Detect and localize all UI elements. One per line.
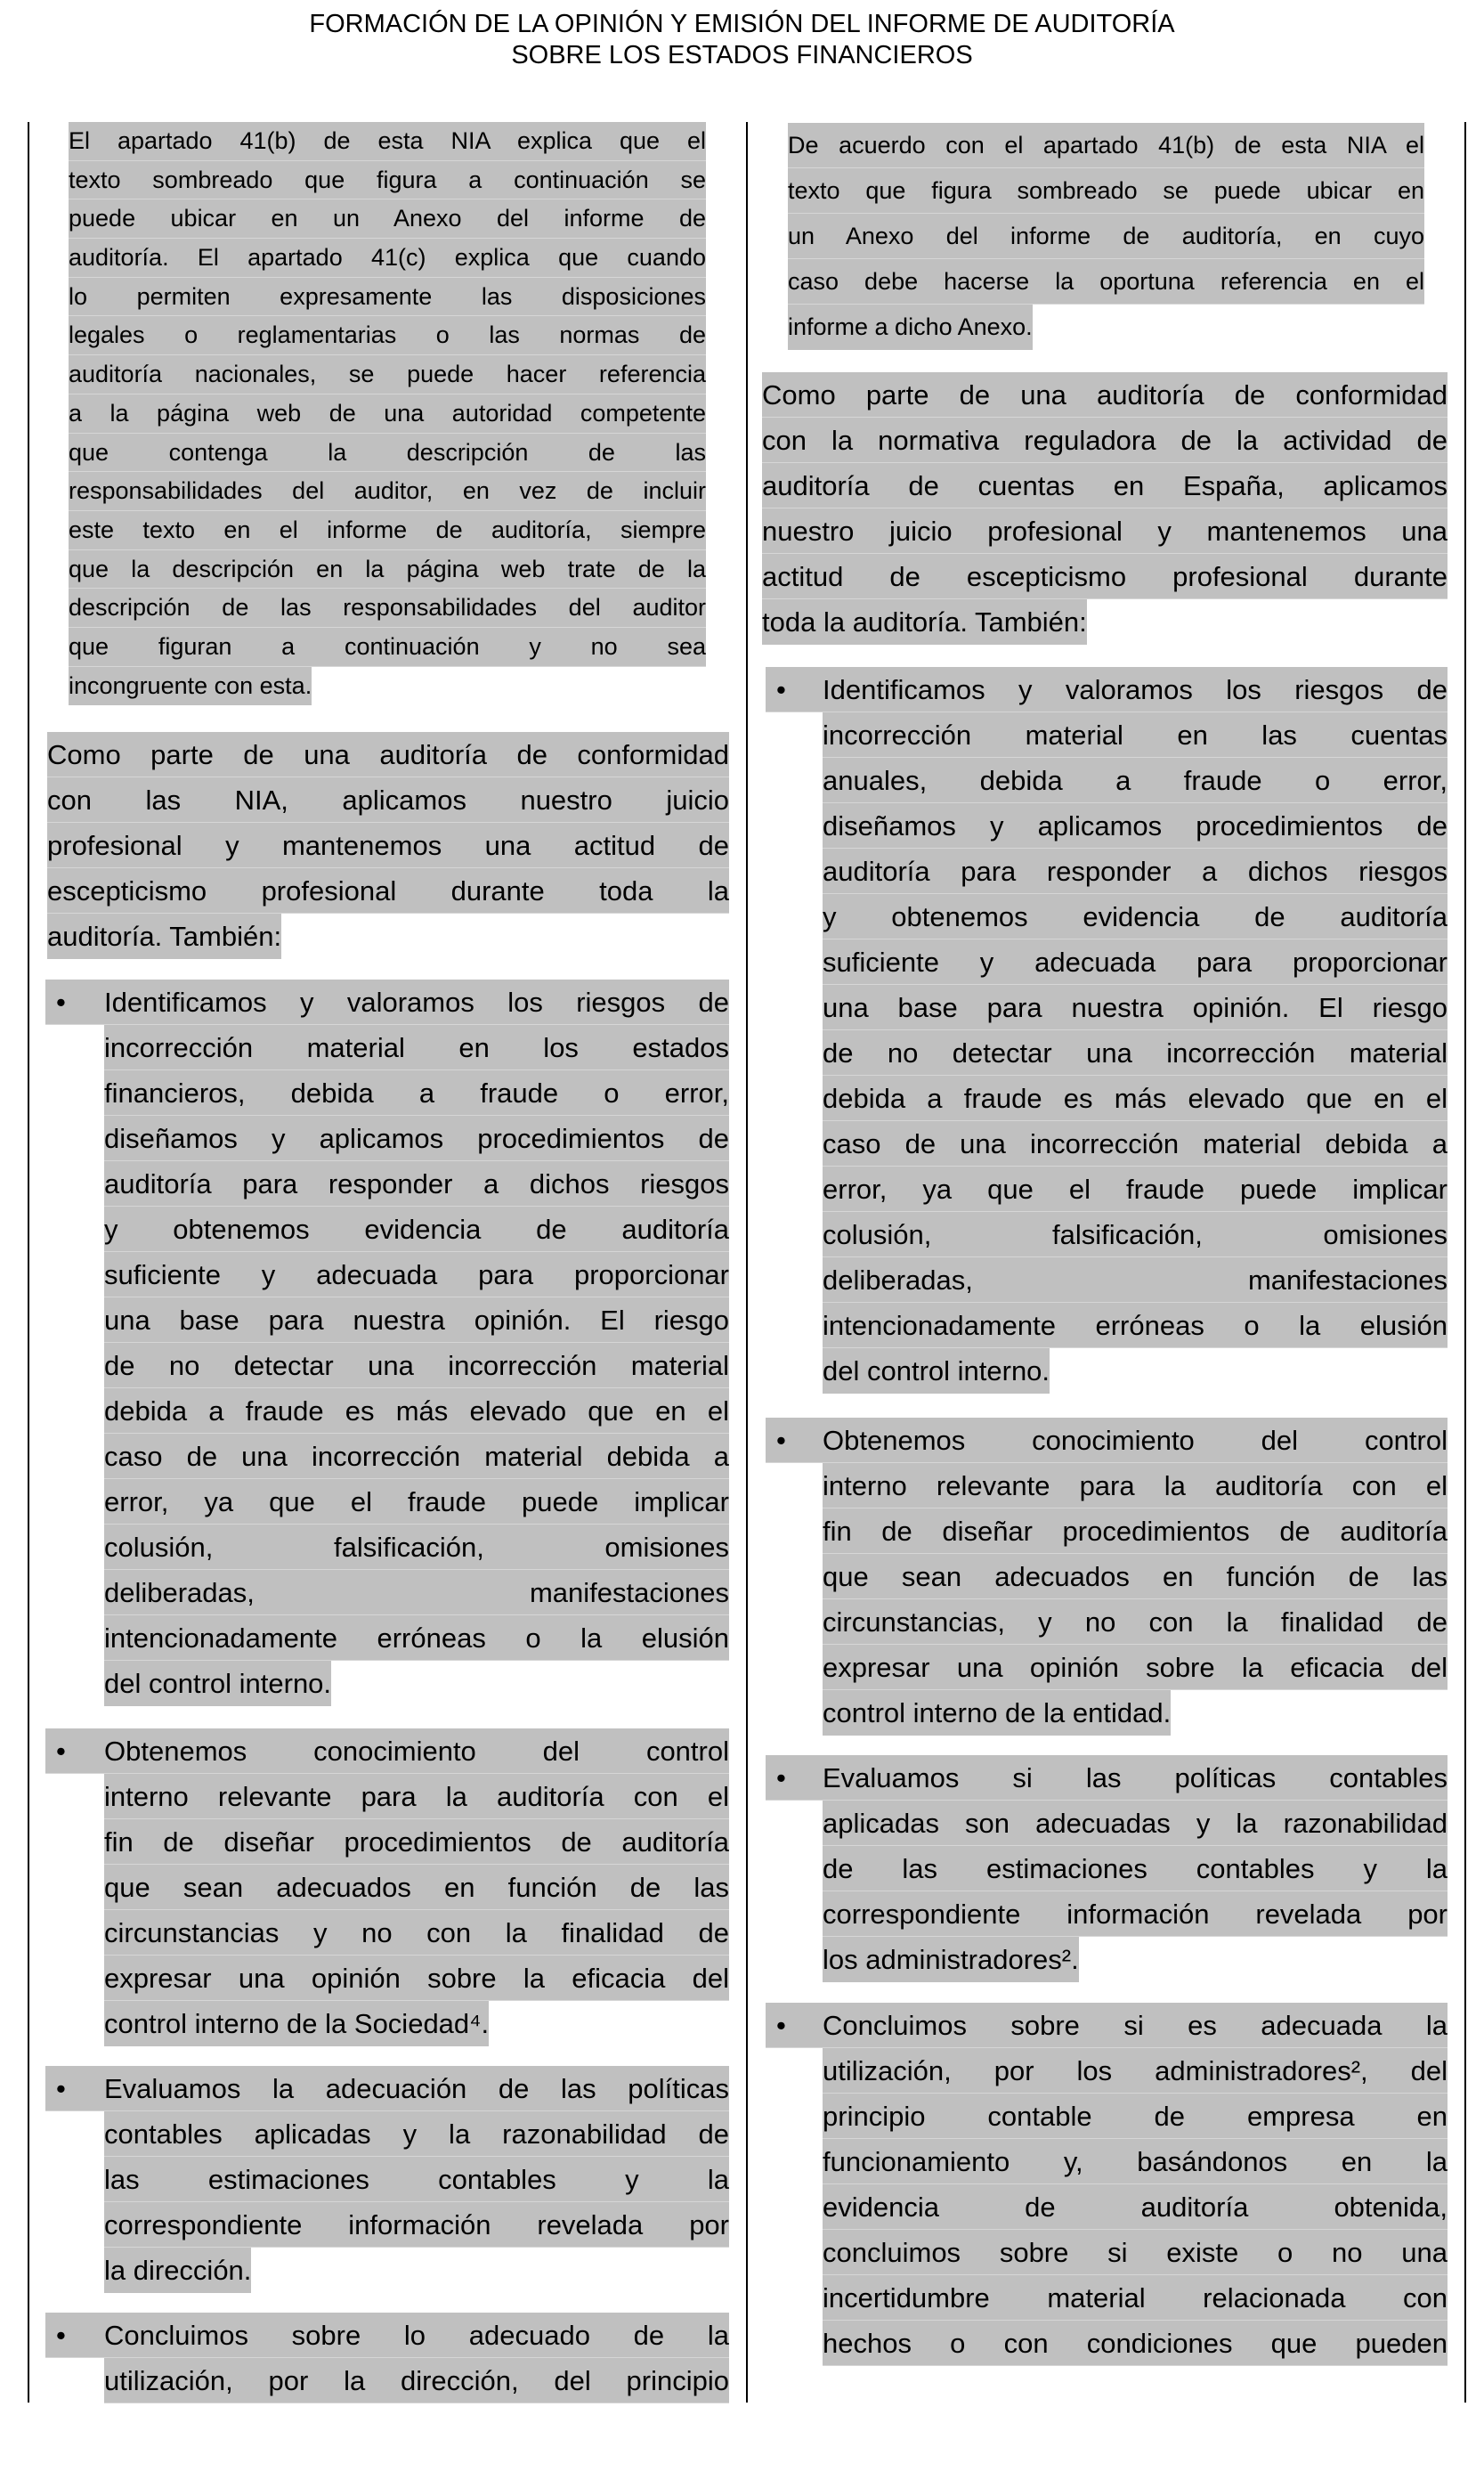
text-line: este texto en el informe de auditoría, siempre (69, 516, 706, 543)
text-line: deliberadas, manifestaciones (823, 1264, 1448, 1296)
text-line: lo permiten expresamente las disposiciones (69, 282, 706, 310)
line (104, 1865, 729, 1910)
text-line: Como parte de una auditoría de conformidad (47, 739, 729, 770)
text-line: la dirección. (104, 2255, 252, 2286)
line (104, 2358, 729, 2403)
text-line: hechos o con condiciones que pueden (823, 2328, 1448, 2359)
text-line: financieros, debida a fraude o error, (104, 1077, 729, 1109)
text-line: diseñamos y aplicamos procedimientos de (104, 1123, 729, 1154)
line (104, 1910, 729, 1956)
text-line: evidencia de auditoría obtenida, (823, 2191, 1448, 2223)
text-line: correspondiente información revelada por (823, 1899, 1448, 1930)
bullet-item (766, 667, 1448, 1394)
text-line: que sean adecuados en función de las (823, 1561, 1448, 1592)
line (823, 1167, 1448, 1212)
line (104, 1388, 729, 1434)
bullet-item (45, 980, 729, 1706)
line (823, 803, 1448, 849)
line (823, 1891, 1448, 1937)
text-line: utilización, por la dirección, del principio (104, 2365, 729, 2396)
line (823, 1937, 1079, 1982)
line (823, 1076, 1448, 1121)
text-line: circunstancias y no con la finalidad de (104, 1917, 729, 1948)
text-line: y obtenemos evidencia de auditoría (823, 901, 1448, 932)
line (104, 1207, 729, 1252)
text-line: deliberadas, manifestaciones (104, 1577, 729, 1608)
text-line: las estimaciones contables y la (104, 2164, 729, 2195)
line (69, 199, 706, 239)
line (69, 472, 706, 511)
line (47, 732, 729, 777)
text-line: descripción de las responsabilidades del auditor (69, 594, 706, 622)
page-title-line-2: SOBRE LOS ESTADOS FINANCIEROS (511, 41, 973, 69)
bullet-item (766, 1755, 1448, 1982)
text-line: diseñamos y aplicamos procedimientos de (823, 810, 1448, 842)
line (823, 2184, 1448, 2230)
line (69, 278, 706, 317)
text-line: colusión, falsificación, omisiones (104, 1532, 729, 1563)
line (823, 1599, 1448, 1645)
line (69, 161, 706, 200)
line (69, 122, 706, 161)
line (47, 777, 729, 823)
line (762, 463, 1448, 508)
line (104, 2202, 729, 2248)
line (69, 239, 706, 278)
line (104, 1161, 729, 1207)
text-line: De acuerdo con el apartado 41(b) de esta NIA el (788, 132, 1424, 159)
line (823, 2321, 1448, 2366)
text-line: que contenga la descripción de las (69, 438, 706, 466)
text-line: escepticismo profesional durante toda la (47, 875, 729, 907)
line (823, 1303, 1448, 1348)
line (823, 2048, 1448, 2094)
text-line: responsabilidades del auditor, en vez de incluir (69, 477, 706, 505)
line (788, 259, 1424, 305)
text-line: nuestro juicio profesional y mantenemos una (762, 516, 1448, 547)
text-line: contables aplicadas y la razonabilidad de (104, 2118, 729, 2150)
line (104, 1774, 729, 1819)
line (788, 168, 1424, 214)
bullet-icon: • (776, 2010, 786, 2041)
shaded-note (69, 122, 706, 705)
text-line: intencionadamente erróneas o la elusión (823, 1310, 1448, 1341)
text-line: error, ya que el fraude puede implicar (823, 1174, 1448, 1205)
text-line: con las NIA, aplicamos nuestro juicio (47, 785, 729, 816)
bullet-icon: • (56, 1736, 66, 1767)
text-line: Concluimos sobre si es adecuada la (823, 2010, 1448, 2041)
line (45, 980, 729, 1025)
text-line: principio contable de empresa en (823, 2101, 1448, 2132)
text-line: una base para nuestra opinión. El riesgo (104, 1305, 729, 1336)
line (104, 1025, 729, 1070)
text-line: que sean adecuados en función de las (104, 1872, 729, 1903)
text-line: Obtenemos conocimiento del control (823, 1425, 1448, 1456)
text-line: texto sombreado que figura a continuación se (69, 166, 706, 193)
bullet-icon: • (776, 674, 786, 705)
text-line: Evaluamos si las políticas contables (823, 1762, 1448, 1793)
line (69, 628, 706, 667)
text-line: del control interno. (104, 1668, 332, 1699)
text-line: puede ubicar en un Anexo del informe de (69, 205, 706, 232)
text-line: de no detectar una incorrección material (823, 1037, 1448, 1069)
line (69, 550, 706, 590)
text-line: incertidumbre material relacionada con (823, 2282, 1448, 2313)
text-line: colusión, falsificación, omisiones (823, 1219, 1448, 1250)
text-line: una base para nuestra opinión. El riesgo (823, 992, 1448, 1023)
text-line: auditoría. También: (47, 921, 282, 952)
text-line: caso de una incorrección material debida a (104, 1441, 729, 1472)
text-line: profesional y mantenemos una actitud de (47, 830, 729, 861)
line (104, 1252, 729, 1297)
text-line: con la normativa reguladora de la actividad de (762, 425, 1448, 456)
paragraph (762, 372, 1448, 645)
text-line: que la descripción en la página web trate de la (69, 555, 706, 582)
line (823, 2139, 1448, 2184)
text-line: debida a fraude es más elevado que en el (104, 1395, 729, 1427)
text-line: debida a fraude es más elevado que en el (823, 1083, 1448, 1114)
line (104, 1819, 729, 1865)
bullet-icon: • (776, 1762, 786, 1793)
text-line: informe a dicho Anexo. (788, 313, 1033, 340)
page-title-line-1: FORMACIÓN DE LA OPINIÓN Y EMISIÓN DEL INFORME DE AUDITORÍA (309, 10, 1175, 38)
line (104, 1297, 729, 1343)
text-line: suficiente y adecuada para proporcionar (104, 1259, 729, 1290)
line (45, 1728, 729, 1774)
line (823, 1801, 1448, 1846)
line (823, 1645, 1448, 1690)
line (823, 2275, 1448, 2321)
text-line: aplicadas son adecuadas y la razonabilidad (823, 1808, 1448, 1839)
text-line: intencionadamente erróneas o la elusión (104, 1622, 729, 1654)
line (788, 123, 1424, 168)
line (823, 1212, 1448, 1257)
line (45, 2066, 729, 2111)
text-line: de no detectar una incorrección material (104, 1350, 729, 1381)
line (823, 849, 1448, 894)
line (766, 667, 1448, 712)
text-line: error, ya que el fraude puede implicar (104, 1486, 729, 1517)
line (823, 1554, 1448, 1599)
text-line: caso debe hacerse la oportuna referencia en el (788, 268, 1424, 295)
text-line: control interno de la entidad. (823, 1697, 1172, 1728)
text-line: concluimos sobre si existe o no una (823, 2237, 1448, 2268)
text-line: que figuran a continuación y no sea (69, 632, 706, 660)
bullet-icon: • (56, 2073, 66, 2104)
bullet-icon: • (56, 987, 66, 1018)
text-line: incorrección material en las cuentas (823, 720, 1448, 751)
text-line: Obtenemos conocimiento del control (104, 1736, 729, 1767)
text-line: Identificamos y valoramos los riesgos de (104, 987, 729, 1018)
line (69, 394, 706, 434)
text-line: suficiente y adecuada para proporcionar (823, 947, 1448, 978)
text-line: fin de diseñar procedimientos de auditoría (823, 1516, 1448, 1547)
line (104, 1615, 729, 1661)
line (104, 1570, 729, 1615)
line (104, 1343, 729, 1388)
text-line: auditoría de cuentas en España, aplicamos (762, 470, 1448, 501)
line (104, 2248, 251, 2293)
text-line: utilización, por los administradores², del (823, 2055, 1448, 2086)
text-line: de las estimaciones contables y la (823, 1853, 1448, 1884)
line (104, 1956, 729, 2001)
text-line: toda la auditoría. También: (762, 606, 1087, 638)
line (823, 1463, 1448, 1508)
text-line: un Anexo del informe de auditoría, en cuyo (788, 223, 1424, 249)
text-line: texto que figura sombreado se puede ubicar en (788, 177, 1424, 204)
text-line: incorrección material en los estados (104, 1032, 729, 1063)
line (104, 1116, 729, 1161)
line (104, 1661, 331, 1706)
line (69, 667, 312, 706)
line (788, 214, 1424, 259)
line (823, 1690, 1171, 1736)
text-line: los administradores². (823, 1944, 1079, 1975)
line (823, 894, 1448, 939)
line (762, 372, 1448, 418)
line (69, 355, 706, 394)
line (762, 418, 1448, 463)
line (104, 1434, 729, 1479)
text-line: Como parte de una auditoría de conformidad (762, 379, 1448, 411)
line (823, 1257, 1448, 1303)
text-line: El apartado 41(b) de esta NIA explica que el (69, 127, 706, 154)
text-line: a la página web de una autoridad competente (69, 399, 706, 427)
line (823, 1508, 1448, 1554)
line (104, 2111, 729, 2157)
line (104, 2157, 729, 2202)
text-line: caso de una incorrección material debida a (823, 1128, 1448, 1159)
line (47, 914, 281, 959)
text-line: expresar una opinión sobre la eficacia del (823, 1652, 1448, 1683)
line (823, 939, 1448, 985)
text-line: del control interno. (823, 1355, 1050, 1386)
text-line: fin de diseñar procedimientos de auditoría (104, 1826, 729, 1858)
bullet-item (45, 2313, 729, 2403)
line (69, 434, 706, 473)
text-line: circunstancias, y no con la finalidad de (823, 1606, 1448, 1638)
line (823, 1348, 1050, 1394)
line (762, 554, 1448, 599)
text-line: anuales, debida a fraude o error, (823, 765, 1448, 796)
text-line: auditoría. El apartado 41(c) explica que cuando (69, 244, 706, 272)
text-line: Concluimos sobre lo adecuado de la (104, 2320, 729, 2351)
line (762, 508, 1448, 554)
text-line: control interno de la Sociedad⁴. (104, 2008, 490, 2039)
line (104, 1479, 729, 1525)
line (823, 758, 1448, 803)
text-line: auditoría para responder a dichos riesgos (823, 856, 1448, 887)
text-line: actitud de escepticismo profesional durante (762, 561, 1448, 592)
line (104, 2001, 489, 2046)
line (47, 823, 729, 868)
text-line: y obtenemos evidencia de auditoría (104, 1214, 729, 1245)
line (766, 1755, 1448, 1801)
line (823, 2094, 1448, 2139)
line (823, 712, 1448, 758)
line (104, 1525, 729, 1570)
text-line: interno relevante para la auditoría con el (823, 1470, 1448, 1501)
line (69, 511, 706, 550)
paragraph (47, 732, 729, 959)
bullet-item (45, 2066, 729, 2293)
text-line: incongruente con esta. (69, 671, 312, 699)
bullet-icon: • (56, 2320, 66, 2351)
bullet-item (766, 1418, 1448, 1736)
text-line: Evaluamos la adecuación de las políticas (104, 2073, 729, 2104)
text-line: correspondiente información revelada por (104, 2209, 729, 2240)
line (45, 2313, 729, 2358)
line (69, 316, 706, 355)
text-line: auditoría nacionales, se puede hacer referencia (69, 361, 706, 388)
text-line: Identificamos y valoramos los riesgos de (823, 674, 1448, 705)
bullet-icon: • (776, 1425, 786, 1456)
line (823, 985, 1448, 1030)
text-line: funcionamiento y, basándonos en la (823, 2146, 1448, 2177)
line (47, 868, 729, 914)
line (766, 2003, 1448, 2048)
table-border-middle (746, 122, 748, 2403)
line (823, 1846, 1448, 1891)
table-border-left (28, 122, 29, 2403)
bullet-item (45, 1728, 729, 2046)
line (766, 1418, 1448, 1463)
table-border-right (1464, 122, 1466, 2403)
text-line: expresar una opinión sobre la eficacia del (104, 1963, 729, 1994)
line (69, 589, 706, 628)
bullet-item (766, 2003, 1448, 2366)
line (823, 1121, 1448, 1167)
text-line: auditoría para responder a dichos riesgos (104, 1168, 729, 1199)
text-line: interno relevante para la auditoría con el (104, 1781, 729, 1812)
shaded-note (788, 123, 1424, 350)
line (104, 1070, 729, 1116)
line (788, 305, 1033, 350)
line (823, 1030, 1448, 1076)
text-line: legales o reglamentarias o las normas de (69, 321, 706, 349)
line (823, 2230, 1448, 2275)
line (762, 599, 1087, 645)
